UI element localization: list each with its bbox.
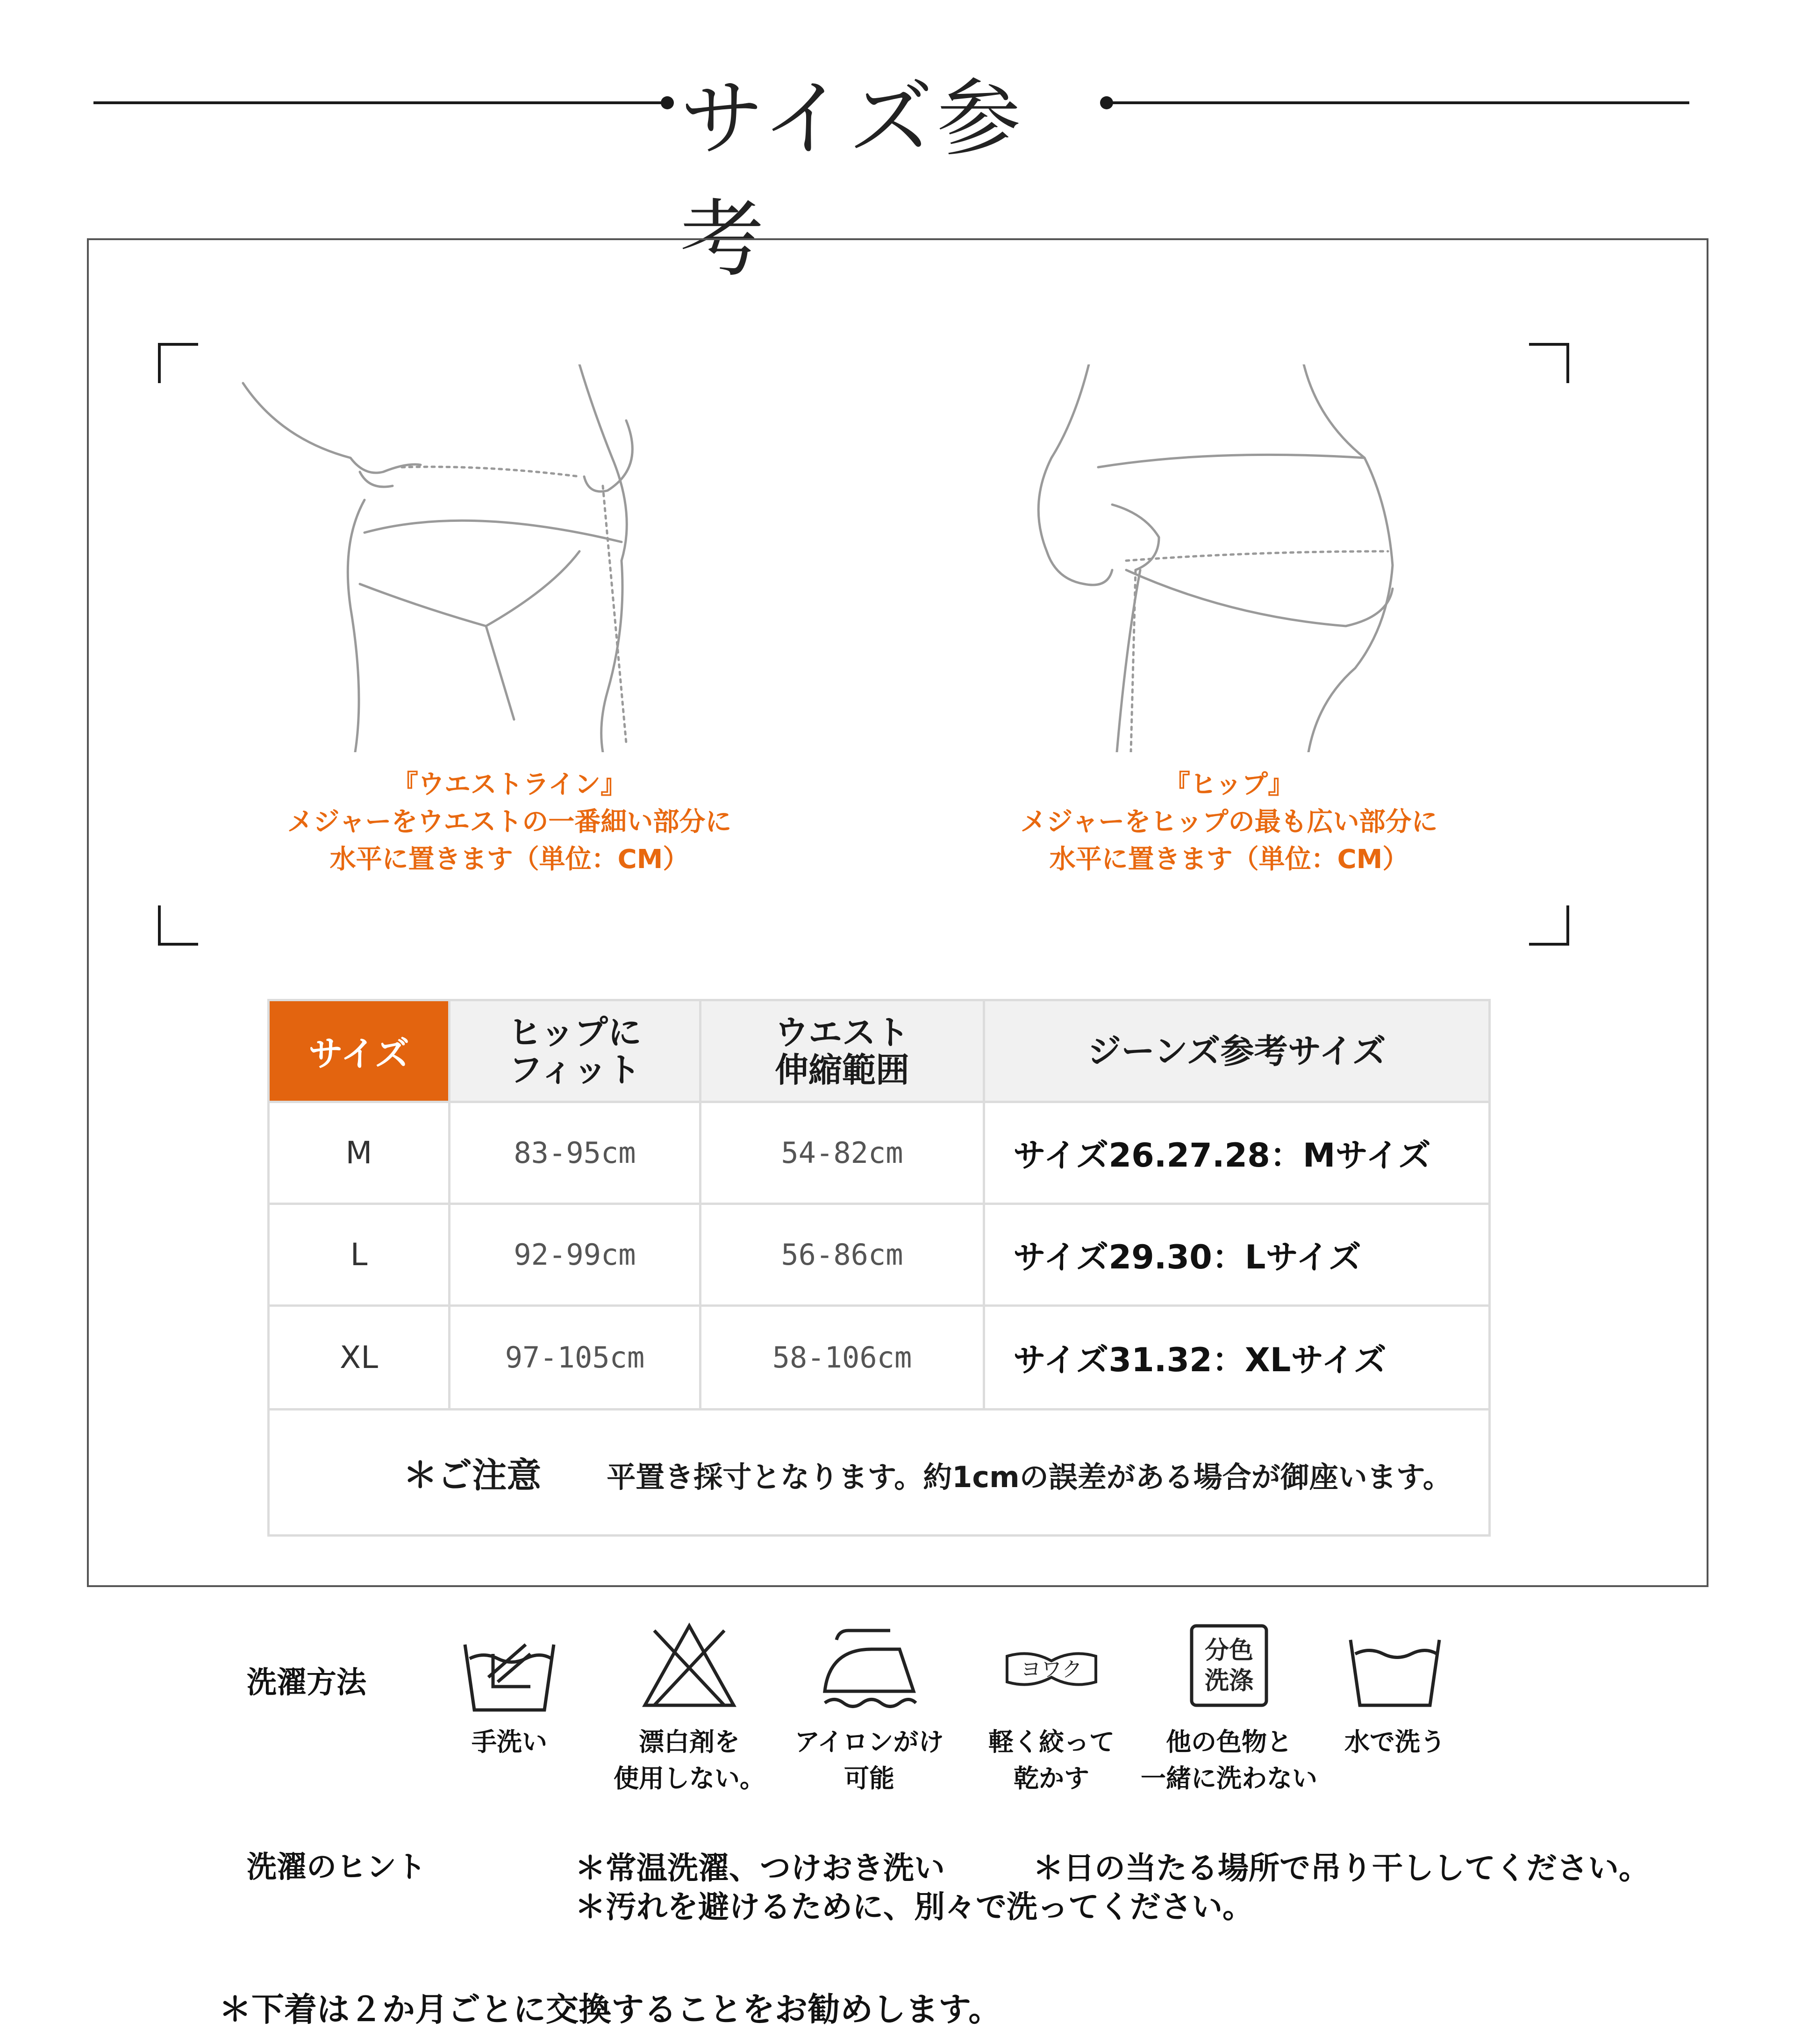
row-jeans: サイズ31.32：XLサイズ [984, 1306, 1490, 1410]
header-hip-line2: フィット [508, 1050, 641, 1090]
header-waist-line2: 伸縮範囲 [774, 1050, 909, 1090]
hip-measurement-illustration [1019, 364, 1430, 752]
wring-gently-caption-line1: 軽く絞って [988, 1727, 1115, 1757]
row-waist: 58-106cm [700, 1306, 984, 1410]
waist-caption [234, 766, 785, 878]
header-size: サイズ [269, 1000, 450, 1102]
washing-label: 洗濯方法 [247, 1666, 366, 1700]
header-hip-line1: ヒップに [508, 1012, 642, 1052]
table-row [269, 1102, 1490, 1204]
hint-line2: ＊汚れを避けるために、別々で洗ってください。 [575, 1889, 1253, 1925]
hand-wash-icon [460, 1626, 558, 1715]
water-wash-icon [1346, 1621, 1444, 1710]
iron-caption [771, 1724, 967, 1797]
header-rule-left [93, 101, 666, 104]
row-waist: 56-86cm [700, 1204, 984, 1306]
iron-icon [820, 1621, 918, 1710]
waist-caption-title: 『ウエストライン』 [392, 769, 627, 800]
corner-bottom-left [158, 905, 198, 946]
waist-caption-line2: 水平に置きます（単位：CM） [329, 844, 689, 875]
hand-wash-caption-line1: 手洗い [472, 1727, 547, 1757]
table-header-row [269, 1000, 1490, 1102]
row-jeans: サイズ26.27.28：Mサイズ [984, 1102, 1490, 1204]
no-bleach-caption-line2: 使用しない。 [614, 1764, 765, 1793]
row-hip: 83-95cm [450, 1102, 700, 1204]
water-wash-caption-line1: 水で洗う [1344, 1727, 1445, 1757]
row-jeans: サイズ29.30：Lサイズ [984, 1204, 1490, 1306]
row-size: L [269, 1204, 450, 1306]
row-size: M [269, 1102, 450, 1204]
row-hip: 97-105cm [450, 1306, 700, 1410]
header-waist-line1: ウエスト [774, 1012, 909, 1052]
hip-caption-line2: 水平に置きます（単位：CM） [1049, 844, 1409, 875]
corner-bottom-right [1529, 905, 1569, 946]
table-note-row [269, 1410, 1490, 1536]
size-table [267, 999, 1491, 1537]
row-size: XL [269, 1306, 450, 1410]
separate-wash-icon [1180, 1621, 1278, 1710]
iron-caption-line2: 可能 [844, 1764, 894, 1793]
header-waist [700, 1000, 984, 1102]
note-cell [269, 1410, 1490, 1536]
waist-caption-line1: メジャーをウエストの一番細い部分に [287, 807, 732, 837]
corner-top-right [1529, 343, 1569, 383]
note-text: 平置き採寸となります。約1cmの誤差がある場合が御座います。 [607, 1460, 1452, 1494]
separate-wash-caption-line1: 他の色物と [1166, 1727, 1292, 1757]
no-bleach-icon [640, 1621, 738, 1710]
row-hip: 92-99cm [450, 1204, 700, 1306]
separate-wash-symbol-line2: 洗涤 [1204, 1667, 1254, 1695]
hint-line1b: ＊日の当たる場所で吊り干ししてください。 [1033, 1850, 1650, 1886]
header-jeans: ジーンズ参考サイズ [984, 1000, 1490, 1102]
wring-gently-caption-line2: 乾かす [1014, 1764, 1089, 1793]
table-row [269, 1306, 1490, 1410]
header-dot-left [661, 96, 674, 109]
hip-caption [963, 766, 1495, 878]
corner-top-left [158, 343, 198, 383]
table-row [269, 1204, 1490, 1306]
page-title: サイズ参考 [680, 70, 1025, 288]
waist-measurement-illustration [224, 364, 720, 752]
no-bleach-caption [591, 1724, 787, 1797]
separate-wash-caption-line2: 一緒に洗わない [1141, 1764, 1317, 1793]
row-waist: 54-82cm [700, 1102, 984, 1204]
header-hip [450, 1000, 700, 1102]
wring-gently-icon [1002, 1621, 1101, 1710]
iron-caption-line1: アイロンがけ [794, 1727, 944, 1757]
hint-line1a: ＊常温洗濯、つけおき洗い [575, 1850, 945, 1886]
footer-note: ＊下着は２か月ごとに交換することをお勧めします。 [219, 1990, 1001, 2029]
hand-wash-caption [411, 1724, 607, 1760]
hints-label: 洗濯のヒント [247, 1850, 426, 1885]
wring-gently-caption [953, 1724, 1150, 1797]
wring-gently-symbol-text: ヨワク [1021, 1658, 1082, 1681]
header-rule-right [1108, 101, 1689, 104]
note-label: ＊ご注意 [403, 1455, 542, 1496]
hip-caption-line1: メジャーをヒップの最も広い部分に [1020, 807, 1438, 837]
separate-wash-symbol-line1: 分色 [1204, 1637, 1254, 1665]
water-wash-caption [1297, 1724, 1493, 1760]
hip-caption-title: 『ヒップ』 [1164, 769, 1294, 800]
no-bleach-caption-line1: 漂白剤を [639, 1727, 740, 1757]
